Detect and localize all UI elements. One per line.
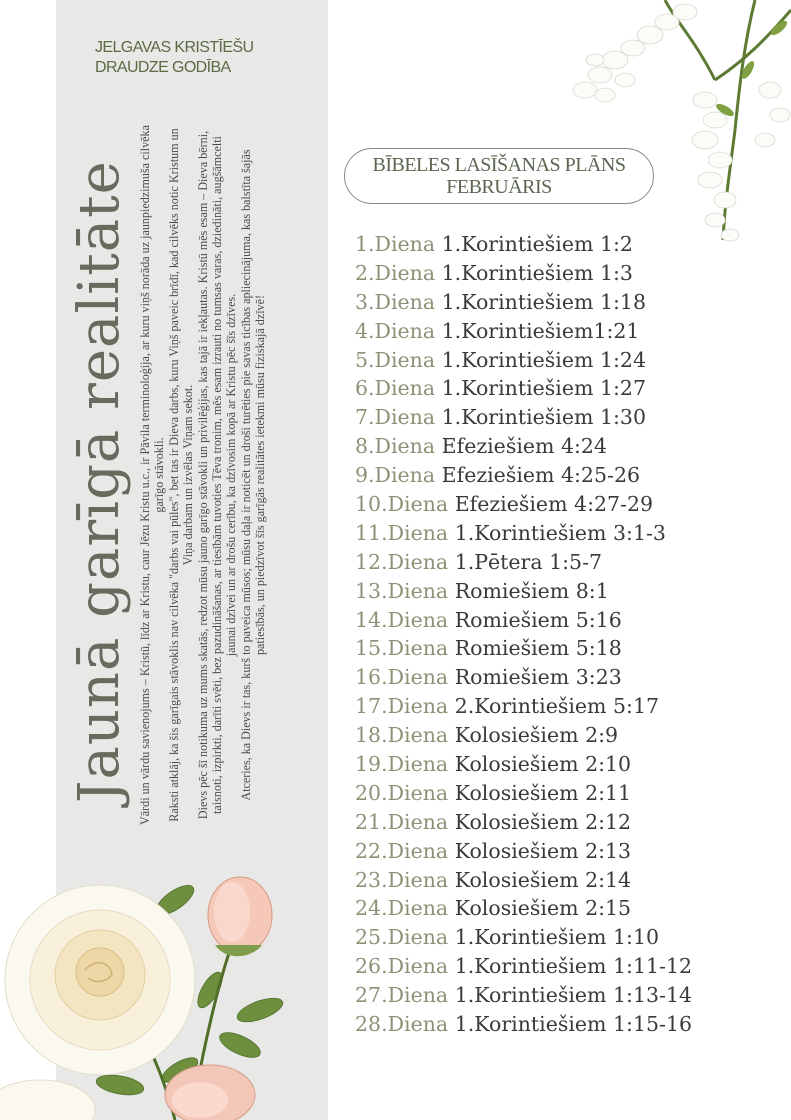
reading-plan-item: [355, 374, 692, 403]
day-label: 8.Diena: [355, 434, 436, 459]
scripture-reference: 1.Korintiešiem 1:3: [441, 260, 633, 285]
day-label: 10.Diena: [355, 492, 449, 517]
day-label: 14.Diena: [355, 607, 449, 632]
scripture-reference: Romiešiem 5:18: [454, 636, 622, 661]
scripture-reference: Kolosiešiem 2:11: [454, 780, 632, 805]
organization-name: [95, 38, 253, 78]
reading-plan-item: [355, 403, 692, 432]
plan-title-line-1: BĪBELES LASĪŠANAS PLĀNS: [372, 154, 626, 176]
reading-plan-item: [355, 346, 692, 375]
scripture-reference: 1.Korintiešiem 1:11-12: [454, 954, 693, 979]
scripture-reference: 1.Korintiešiem 1:15-16: [454, 1012, 693, 1037]
day-label: 27.Diena: [355, 983, 449, 1008]
scripture-reference: Romiešiem 3:23: [454, 665, 622, 690]
day-label: 13.Diena: [355, 578, 449, 603]
reading-plan-item: [355, 577, 692, 606]
scripture-reference: Kolosiešiem 2:15: [454, 896, 632, 921]
roses-decoration: [0, 870, 300, 1120]
day-label: 9.Diena: [355, 463, 436, 488]
scripture-reference: Romiešiem 8:1: [454, 578, 609, 603]
organization-line-1: JELGAVAS KRISTĪEŠU: [95, 39, 254, 56]
reading-plan-item: [355, 750, 692, 779]
reading-plan-item: [355, 288, 692, 317]
scripture-reference: 1.Korintiešiem1:21: [441, 318, 640, 343]
scripture-reference: 1.Korintiešiem 1:30: [441, 405, 646, 430]
reading-plan-item: [355, 461, 692, 490]
day-label: 26.Diena: [355, 954, 449, 979]
scripture-reference: 1.Korintiešiem 1:13-14: [454, 983, 693, 1008]
sidebar-paragraph-1: Vārdi un vārdu savienojums – Kristū, līdz ar Kristu, caur Jēzu Kristu u.c., ir Pāvila terminoloģija, ar kuru viņš norāda uz jaunpiedzimuša cilvēka garīgo stāvokli.: [138, 125, 167, 825]
sidebar-paragraph-2: Raksti atklāj, ka šis garīgais stāvoklis nav cilvēka "darbs vai pūles", bet tas ir Dieva darbs, kuru Viņš paveic brīdī, kad cilvēks notic Kristum un Viņa darbam un izvēlas Viņam sekot.: [166, 128, 196, 822]
reading-plan-item: [355, 721, 692, 750]
reading-plan-item: [355, 548, 692, 577]
scripture-reference: 1.Korintiešiem 1:18: [441, 289, 646, 314]
scripture-reference: Efeziešiem 4:25-26: [441, 463, 641, 488]
reading-plan-item: [355, 1010, 692, 1039]
day-label: 15.Diena: [355, 636, 449, 661]
reading-plan-item: [355, 981, 692, 1010]
scripture-reference: 2.Korintiešiem 5:17: [454, 694, 660, 719]
day-label: 24.Diena: [355, 896, 449, 921]
day-label: 1.Diena: [355, 232, 436, 256]
reading-plan-item: [355, 490, 692, 519]
reading-plan-list: [355, 230, 692, 1039]
reading-plan-item: [355, 894, 692, 923]
day-label: 22.Diena: [355, 838, 449, 863]
scripture-reference: 1.Korintiešiem 3:1-3: [454, 520, 666, 545]
scripture-reference: 1.Korintiešiem 1:2: [441, 232, 633, 256]
day-label: 4.Diena: [355, 318, 436, 343]
scripture-reference: Kolosiešiem 2:9: [454, 723, 619, 748]
acacia-flowers-decoration: [565, 0, 791, 250]
scripture-reference: 1.Pētera 1:5-7: [454, 549, 603, 574]
reading-plan-item: [355, 692, 692, 721]
reading-plan-item: [355, 317, 692, 346]
sidebar-paragraph-3: Dievs pēc šī notikuma uz mums skatās, redzot mūsu jauno garīgo stāvokli un privilēģijas, kas tajā ir iekļautas. Kristū mēs esam – Dieva bērni, taisnoti, izpirkti, darīti svēti, bez pazudināšanas, ar tiesībām tuvoties Tēva tronim, mēs esam izrauti no tumsas varas, dziedināti, augšāmcelti jaunai dzīvei un ar drošu cerību, ka dzīvosim kopā ar Kristu pēc šīs dzīves.: [195, 130, 239, 820]
day-label: 11.Diena: [355, 520, 449, 545]
day-label: 17.Diena: [355, 694, 449, 719]
day-label: 18.Diena: [355, 723, 449, 748]
sidebar-rotated-content: [62, 125, 322, 825]
sidebar-title: Jaunā garīgā realitāte: [67, 160, 132, 803]
scripture-reference: Kolosiešiem 2:13: [454, 838, 632, 863]
scripture-reference: Romiešiem 5:16: [454, 607, 622, 632]
reading-plan-item: [355, 519, 692, 548]
day-label: 6.Diena: [355, 376, 436, 401]
reading-plan-item: [355, 634, 692, 663]
scripture-reference: Kolosiešiem 2:14: [454, 867, 632, 892]
day-label: 12.Diena: [355, 549, 449, 574]
day-label: 19.Diena: [355, 752, 449, 777]
reading-plan-item: [355, 952, 692, 981]
reading-plan-item: [355, 837, 692, 866]
scripture-reference: 1.Korintiešiem 1:27: [441, 376, 646, 401]
scripture-reference: Kolosiešiem 2:10: [454, 752, 632, 777]
reading-plan-item: [355, 808, 692, 837]
day-label: 25.Diena: [355, 925, 449, 950]
reading-plan-item: [355, 923, 692, 952]
reading-plan-item: [355, 606, 692, 635]
scripture-reference: 1.Korintiešiem 1:24: [441, 347, 646, 372]
plan-title-line-2: FEBRUĀRIS: [446, 176, 552, 198]
day-label: 28.Diena: [355, 1012, 449, 1037]
day-label: 16.Diena: [355, 665, 449, 690]
day-label: 2.Diena: [355, 260, 436, 285]
scripture-reference: Kolosiešiem 2:12: [454, 809, 632, 834]
day-label: 3.Diena: [355, 289, 436, 314]
scripture-reference: 1.Korintiešiem 1:10: [454, 925, 660, 950]
day-label: 7.Diena: [355, 405, 436, 430]
reading-plan-item: [355, 663, 692, 692]
sidebar-paragraph-4: Atceries, ka Dievs ir tas, kurš to paveica mūsos; mūsu daļa ir noticēt un droši turēties pie savas ticības apliecinājuma, kas balstīta šajās patiesībās, un piedzīvot šīs garīgās realitātes ietekmi mūsu fiziskajā dzīvē!: [238, 149, 268, 801]
day-label: 21.Diena: [355, 809, 449, 834]
organization-line-2: DRAUDZE GODĪBA: [95, 59, 231, 76]
reading-plan-item: [355, 866, 692, 895]
day-label: 23.Diena: [355, 867, 449, 892]
day-label: 5.Diena: [355, 347, 436, 372]
scripture-reference: Efeziešiem 4:24: [441, 434, 608, 459]
day-label: 20.Diena: [355, 780, 449, 805]
reading-plan-item: [355, 259, 692, 288]
scripture-reference: Efeziešiem 4:27-29: [454, 492, 654, 517]
reading-plan-item: [355, 432, 692, 461]
reading-plan-item: [355, 779, 692, 808]
